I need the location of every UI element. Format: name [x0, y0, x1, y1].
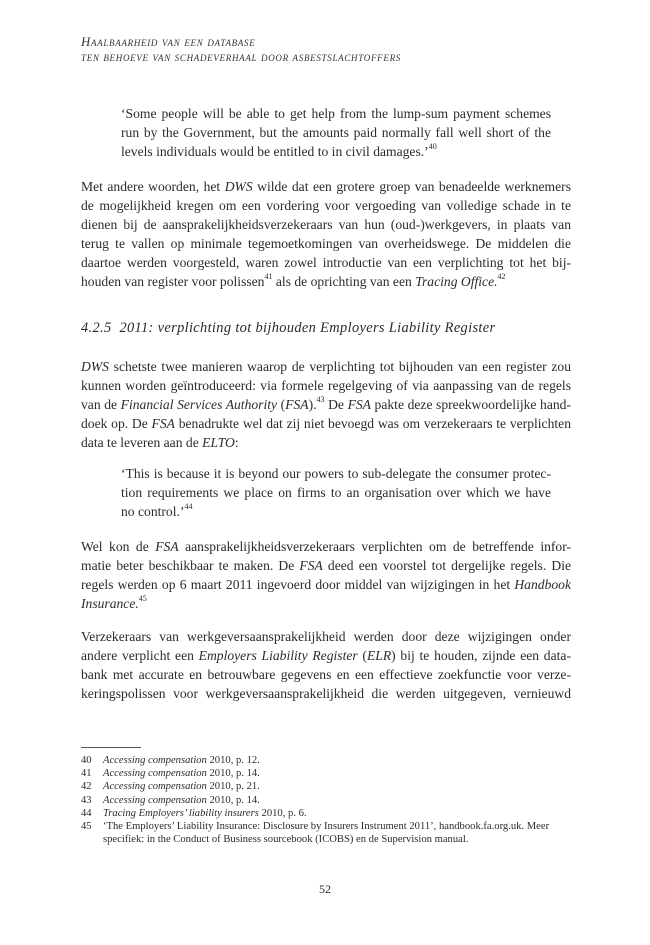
footnote-ref: 44 [184, 502, 193, 512]
paragraph-2 [81, 357, 571, 452]
footnote: 45 ‘The Employers’ Liability Insurance: Disclosure by Insurers Instrument 2011’, handbook.fa.org.uk. Meer [81, 821, 550, 833]
paragraph-line: daartoe werden voorgesteld, waren zowel introductie van een verplichting tot het bij- [81, 255, 571, 270]
footnote: 41 Accessing compensation 2010, p. 14. [81, 768, 260, 780]
footnote-ref: 45 [138, 594, 147, 604]
paragraph-line: Verzekeraars van werkgeversaansprakelijkheid werden door deze wijzigingen onder [81, 629, 571, 644]
paragraph-line: data te leveren aan de ELTO: [81, 435, 239, 450]
block-quote-1 [121, 104, 551, 161]
footnote-ref: 43 [316, 395, 325, 405]
paragraph-line: de mogelijkheid kregen om een vordering voor vergoeding van volledige schade in te [81, 198, 571, 213]
quote-line: run by the Government, but the amounts paid normally fall well short of the [121, 125, 551, 140]
quote-line: ‘This is because it is beyond our powers to sub-delegate the consumer protec- [121, 466, 551, 481]
footnote-divider [81, 747, 141, 748]
quote-line: no control.’$^{44}$ [121, 502, 193, 519]
paragraph-1 [81, 177, 571, 291]
paragraph-line: doek op. De FSA benadrukte wel dat zij niet bevoegd was om verzekeraars te verplichten [81, 416, 571, 431]
page-number: 52 [319, 882, 331, 896]
quote-line: tion requirements we place on firms to an organisation over which we have [121, 485, 551, 500]
paragraph-line: regels werden op 6 maart 2011 ingevoerd door middel van wijzigingen in het Handbook [81, 577, 571, 592]
paragraph-line: dienen bij de aansprakelijkheidsverzekeraars van hun (oud-)werkgevers, in plaats van [81, 217, 571, 232]
quote-line: ‘Some people will be able to get help from the lump-sum payment schemes [121, 106, 551, 121]
paragraph-line: Wel kon de FSA aansprakelijkheidsverzekeraars verplichten om de betreffende infor- [81, 539, 571, 554]
running-head-title: Haalbaarheid van een database [81, 35, 256, 49]
paragraph-3 [81, 537, 571, 613]
footnote: 42 Accessing compensation 2010, p. 21. [81, 781, 260, 793]
quote-line: levels individuals would be entitled to in civil damages.’$^{40}$ [121, 142, 437, 159]
paragraph-line: keringspolissen voor werkgeversaansprakelijkheid die werden uitgegeven, vernieuwd [81, 686, 571, 701]
paragraph-line: houden van register voor polissen$^{41}$ als de oprichting van een Tracing Office.$^{42}$ [81, 272, 506, 289]
footnote-ref: 41 [264, 272, 273, 282]
paragraph-line: Insurance.$^{45}$ [81, 594, 147, 611]
footnotes [81, 754, 571, 846]
paragraph-4 [81, 627, 571, 703]
paragraph-line: kunnen worden geïntroduceerd: via formele regelgeving of via aanpassing van de regels [81, 378, 571, 393]
footnote-continuation: specifiek: in the Conduct of Business sourcebook (ICOBS) en de Supervision manual. [103, 834, 469, 846]
paragraph-line: van de Financial Services Authority (FSA).$^{43}$ De FSA pakte deze spreekwoordelijke hand- [81, 395, 571, 412]
footnote-ref: 42 [497, 272, 506, 282]
running-head-subtitle: ten behoeve van schadeverhaal door asbestslachtoffers [81, 50, 401, 64]
running-head [81, 35, 571, 65]
paragraph-line: DWS schetste twee manieren waarop de verplichting tot bijhouden van een register zou [81, 359, 571, 374]
section-title: 2011: verplichting tot bijhouden Employers Liability Register [119, 320, 496, 336]
paragraph-line: Met andere woorden, het DWS wilde dat een grotere groep van benadeelde werknemers [81, 179, 571, 194]
paragraph-line: bank met accurate en betrouwbare gegevens en een effectieve zoekfunctie voor verze- [81, 667, 571, 682]
paragraph-line: matie beter beschikbaar te maken. De FSA deed een voorstel tot dergelijke regels. Die [81, 558, 571, 573]
section-number: 4.2.5 [81, 320, 112, 336]
paragraph-line: andere verplicht een Employers Liability Register (ELR) bij te houden, zijnde een data- [81, 648, 571, 663]
block-quote-2 [121, 464, 551, 521]
paragraph-line: terug te vallen op minimale tegemoetkomingen van overheidswege. De middelen die [81, 236, 571, 251]
footnote-ref: 40 [428, 142, 437, 152]
footnote: 43 Accessing compensation 2010, p. 14. [81, 794, 260, 806]
footnote: 44 Tracing Employers’ liability insurers 2010, p. 6. [81, 807, 307, 819]
footnote: 40 Accessing compensation 2010, p. 12. [81, 755, 260, 766]
section-heading [81, 320, 571, 337]
